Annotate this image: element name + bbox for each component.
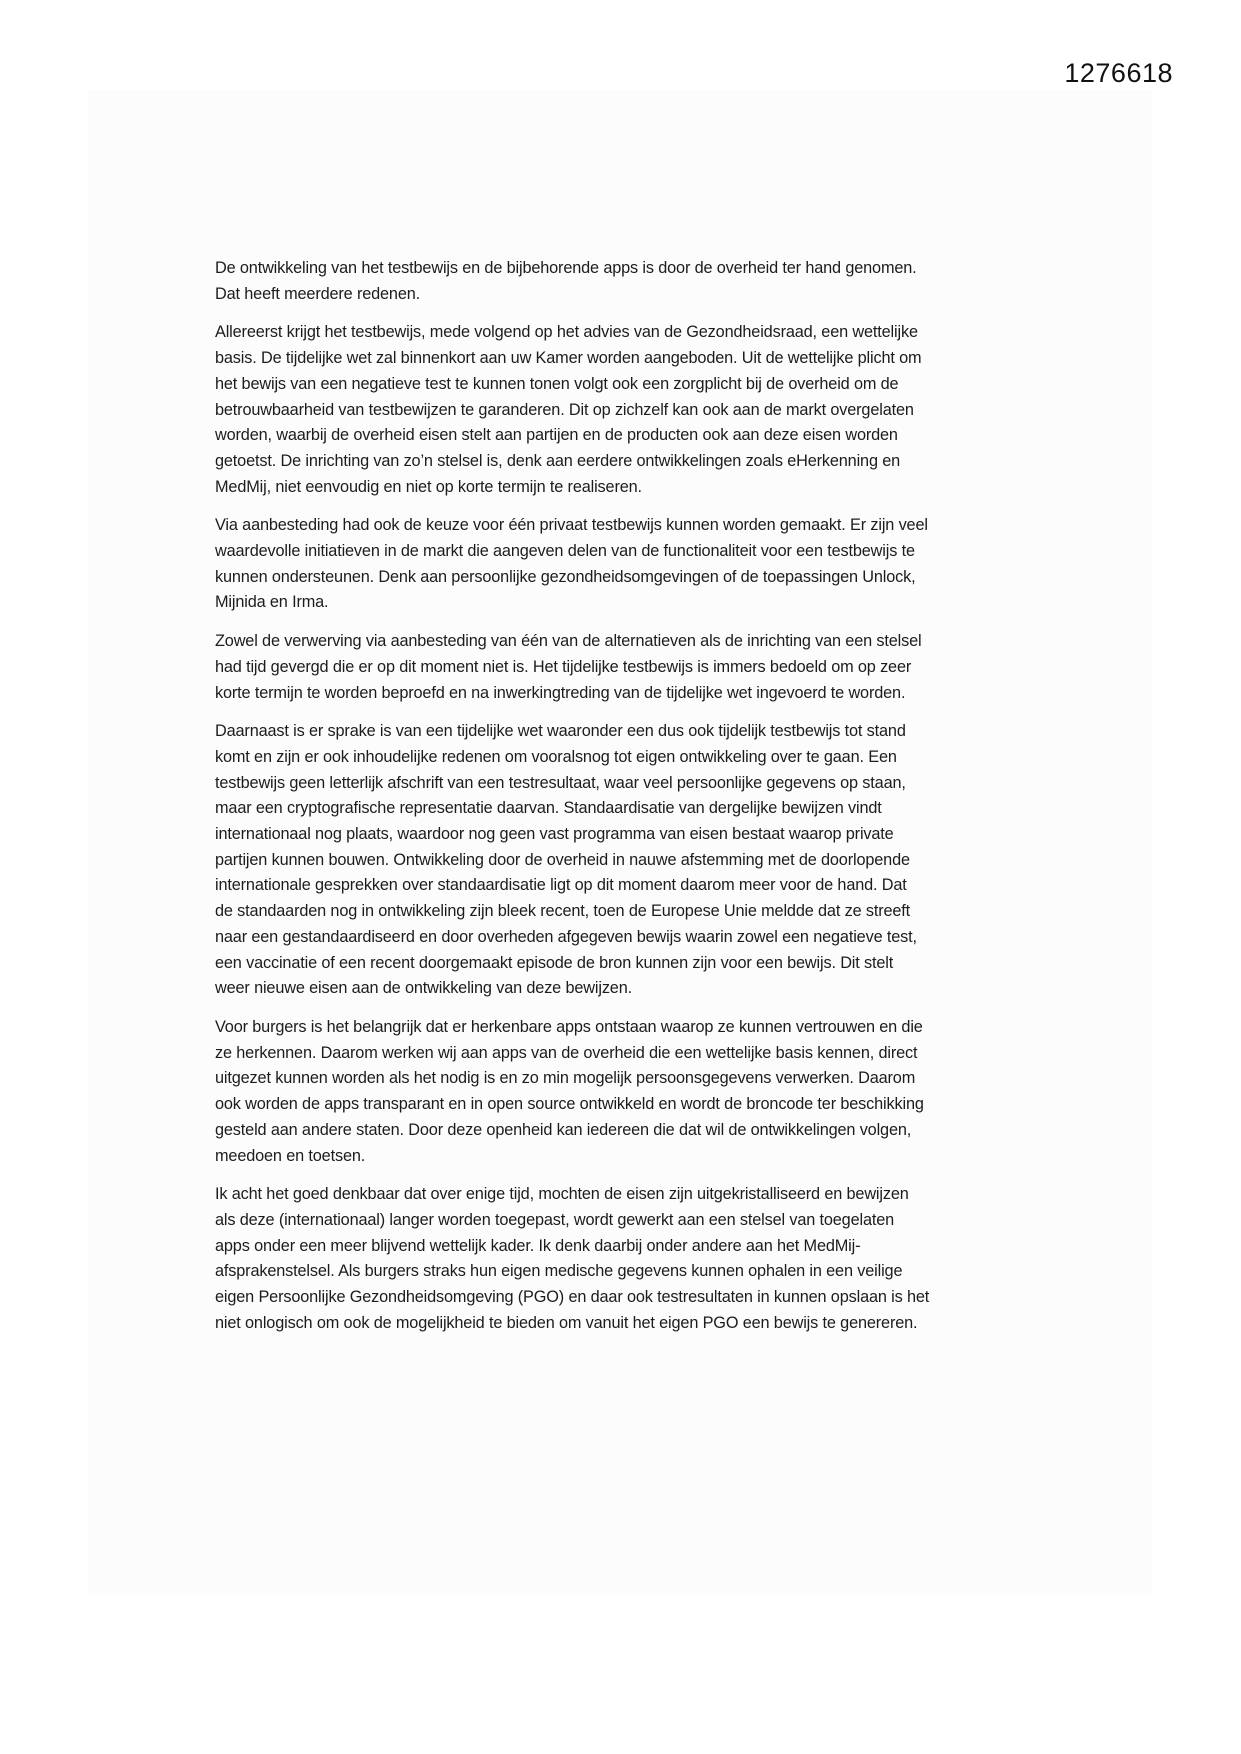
text-line: kunnen ondersteunen. Denk aan persoonlijke gezondheidsomgevingen of de toepassingen Unlock, bbox=[215, 567, 916, 586]
text-line: MedMij, niet eenvoudig en niet op korte termijn te realiseren. bbox=[215, 477, 642, 496]
text-line: ook worden de apps transparant en in open source ontwikkeld en wordt de broncode ter beschikking bbox=[215, 1095, 924, 1114]
text-line: betrouwbaarheid van testbewijzen te garanderen. Dit op zichzelf kan ook aan de markt overgelaten bbox=[215, 400, 914, 419]
text-line: als deze (internationaal) langer worden toegepast, wordt gewerkt aan een stelsel van toegelaten bbox=[215, 1210, 895, 1229]
text-line: apps onder een meer blijvend wettelijk kader. Ik denk daarbij onder andere aan het MedMij- bbox=[215, 1236, 861, 1255]
text-line: ze herkennen. Daarom werken wij aan apps van de overheid die een wettelijke basis kennen, direct bbox=[215, 1043, 918, 1062]
text-line: Mijnida en Irma. bbox=[215, 593, 329, 612]
paragraph-5 bbox=[215, 719, 1045, 1002]
text-line: De ontwikkeling van het testbewijs en de bijbehorende apps is door de overheid ter hand genomen. bbox=[215, 259, 917, 277]
text-line: gesteld aan andere staten. Door deze openheid kan iedereen die dat wil de ontwikkelingen volgen, bbox=[215, 1120, 912, 1139]
text-line: komt en zijn er ook inhoudelijke redenen om vooralsnog tot eigen ontwikkeling over te gaan. Een bbox=[215, 747, 897, 766]
text-line: internationaal nog plaats, waardoor nog geen vast programma van eisen bestaat waarop private bbox=[215, 825, 894, 844]
text-line: afsprakenstelsel. Als burgers straks hun eigen medische gegevens kunnen ophalen in een veilige bbox=[215, 1262, 903, 1281]
text-line: weer nieuwe eisen aan de ontwikkeling van deze bewijzen. bbox=[215, 979, 632, 998]
text-line: Daarnaast is er sprake is van een tijdelijke wet waaronder een dus ook tijdelijk testbewijs tot stand bbox=[215, 722, 906, 741]
text-line: niet onlogisch om ook de mogelijkheid te bieden om vanuit het eigen PGO een bewijs te genereren. bbox=[215, 1313, 918, 1332]
text-line: Dat heeft meerdere redenen. bbox=[215, 284, 421, 303]
text-line: basis. De tijdelijke wet zal binnenkort aan uw Kamer worden aangeboden. Uit de wettelijke plicht om bbox=[215, 349, 922, 368]
text-line: meedoen en toetsen. bbox=[215, 1146, 366, 1165]
paragraph-1 bbox=[215, 256, 1045, 307]
paragraph-7 bbox=[215, 1182, 1045, 1336]
text-line: een vaccinatie of een recent doorgemaakt episode de bron kunnen zijn voor een bewijs. Dit stelt bbox=[215, 953, 894, 972]
document-number: 1276618 bbox=[1064, 58, 1173, 88]
paragraph-4 bbox=[215, 629, 1045, 706]
text-line: waardevolle initiatieven in de markt die aangeven delen van de functionaliteit voor een testbewijs te bbox=[215, 542, 915, 561]
text-line: maar een cryptografische representatie daarvan. Standaardisatie van dergelijke bewijzen vindt bbox=[215, 799, 882, 818]
text-line: naar een gestandaardiseerd en door overheden afgegeven bewijs waarin zowel een negatieve test, bbox=[215, 927, 917, 946]
text-line: uitgezet kunnen worden als het nodig is en zo min mogelijk persoonsgegevens verwerken. Daarom bbox=[215, 1069, 916, 1088]
text-line: worden, waarbij de overheid eisen stelt aan partijen en de producten ook aan deze eisen worden bbox=[215, 426, 898, 445]
text-line: Allereerst krijgt het testbewijs, mede volgend op het advies van de Gezondheidsraad, een wettelijke bbox=[215, 323, 918, 342]
text-line: Zowel de verwerving via aanbesteding van één van de alternatieven als de inrichting van een stelsel bbox=[215, 632, 922, 651]
document-body bbox=[215, 256, 1045, 1349]
text-line: getoetst. De inrichting van zo’n stelsel is, denk aan eerdere ontwikkelingen zoals eHerkenning en bbox=[215, 451, 901, 470]
text-line: korte termijn te worden beproefd en na inwerkingtreding van de tijdelijke wet ingevoerd te worden. bbox=[215, 683, 906, 702]
text-line: partijen kunnen bouwen. Ontwikkeling door de overheid in nauwe afstemming met de doorlopende bbox=[215, 850, 910, 869]
text-line: Ik acht het goed denkbaar dat over enige tijd, mochten de eisen zijn uitgekristalliseerd en bewijzen bbox=[215, 1185, 909, 1204]
text-line: de standaarden nog in ontwikkeling zijn bleek recent, toen de Europese Unie meldde dat ze streeft bbox=[215, 902, 911, 921]
text-line: testbewijs geen letterlijk afschrift van een testresultaat, waar veel persoonlijke gegevens op staan, bbox=[215, 773, 906, 792]
text-line: had tijd gevergd die er op dit moment niet is. Het tijdelijke testbewijs is immers bedoeld om op zeer bbox=[215, 657, 912, 676]
paragraph-6 bbox=[215, 1015, 1045, 1169]
paragraph-3 bbox=[215, 513, 1045, 616]
text-line: internationale gesprekken over standaardisatie ligt op dit moment daarom meer voor de hand. Dat bbox=[215, 876, 907, 895]
paragraph-2 bbox=[215, 320, 1045, 500]
text-line: het bewijs van een negatieve test te kunnen tonen volgt ook een zorgplicht bij de overheid om de bbox=[215, 374, 899, 393]
text-line: Via aanbesteding had ook de keuze voor één privaat testbewijs kunnen worden gemaakt. Er zijn veel bbox=[215, 516, 928, 535]
text-line: eigen Persoonlijke Gezondheidsomgeving (PGO) en daar ook testresultaten in kunnen opslaan is het bbox=[215, 1288, 930, 1307]
text-line: Voor burgers is het belangrijk dat er herkenbare apps ontstaan waarop ze kunnen vertrouwen en die bbox=[215, 1017, 923, 1036]
